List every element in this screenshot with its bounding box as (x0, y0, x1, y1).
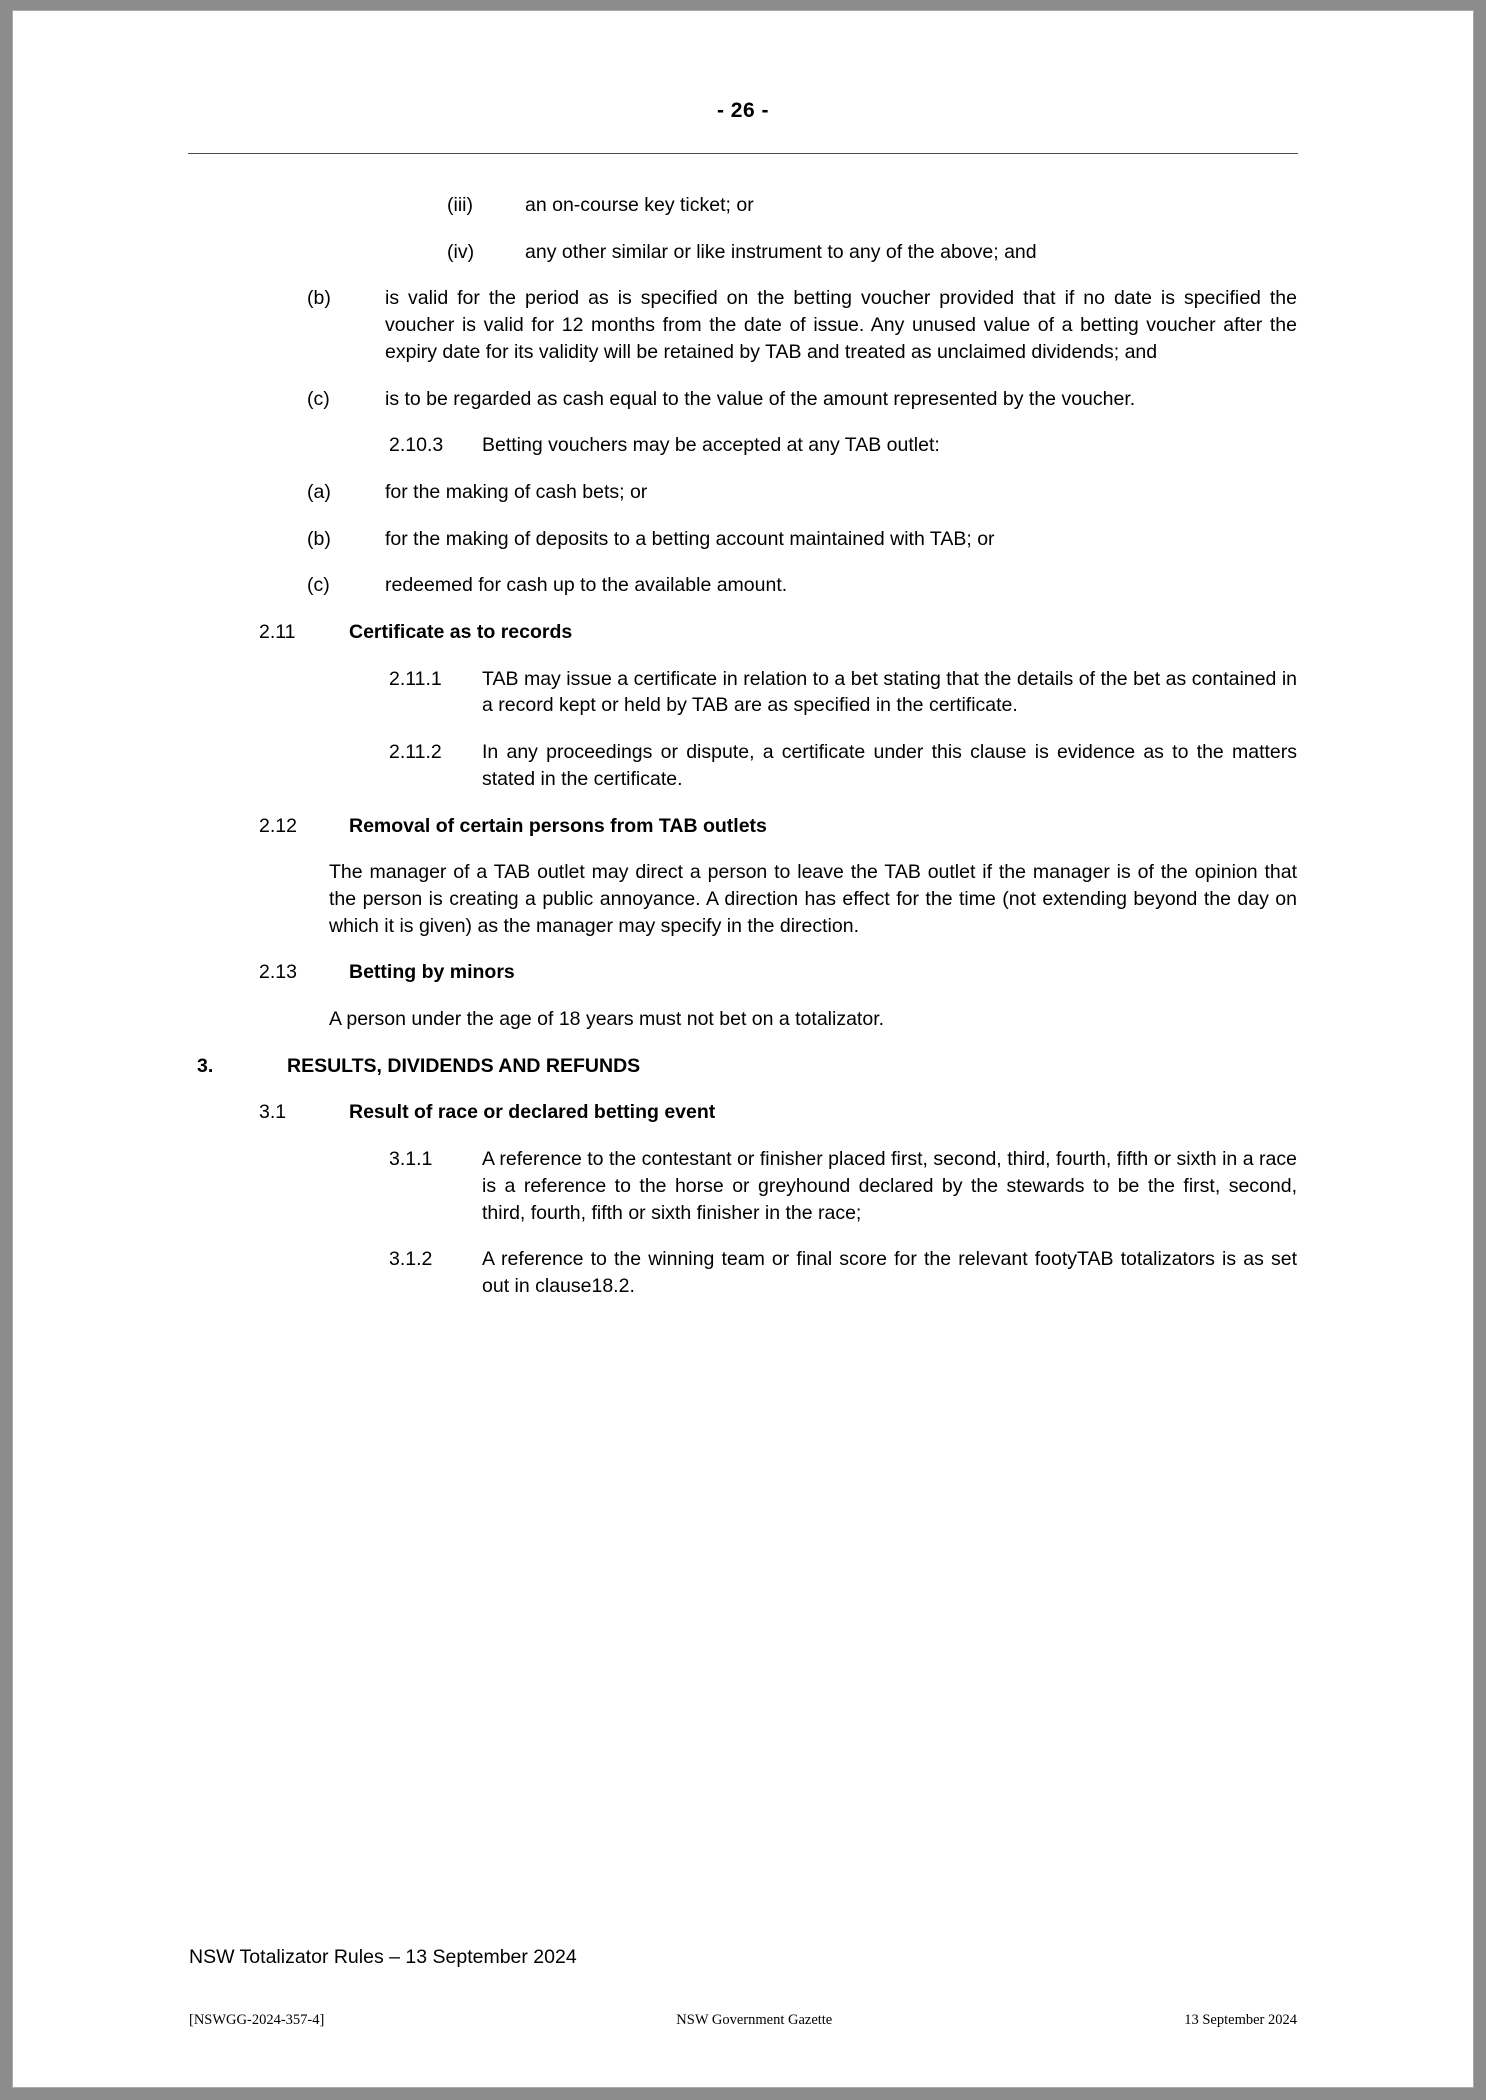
clause-marker: (a) (307, 480, 331, 503)
clause-2-10-3 (189, 432, 1297, 459)
clause-text: redeemed for cash up to the available amount. (385, 574, 788, 597)
clause-marker: 3.1.1 (389, 1148, 433, 1171)
heading-2-11 (189, 619, 1297, 646)
clause-text: Betting by minors (349, 961, 515, 984)
document-footer-title: NSW Totalizator Rules – 13 September 2024 (189, 1946, 577, 1968)
clause-text: for the making of cash bets; or (385, 480, 648, 503)
item-2-10-2-c (189, 386, 1297, 413)
clause-marker: 2.11.1 (389, 667, 442, 690)
item-2-10-2-b (189, 285, 1297, 365)
clause-text: TAB may issue a certificate in relation to a bet stating that the details of the bet as contained in a record kept or held by TAB are as specified in the certificate. (482, 667, 1297, 717)
clause-marker: 2.13 (259, 961, 297, 984)
clause-text: A reference to the contestant or finisher placed first, second, third, fourth, fifth or sixth in a race is a reference to the horse or greyhound declared by the stewards to be the first, second, third, fourth, fifth or sixth finisher in the race; (482, 1148, 1297, 1224)
clause-text: Betting vouchers may be accepted at any TAB outlet: (482, 434, 940, 457)
clause-text: for the making of deposits to a betting account maintained with TAB; or (385, 527, 995, 550)
clause-text: A reference to the winning team or final score for the relevant footyTAB totalizators is as set out in clause18.2. (482, 1248, 1297, 1297)
clause-marker: 2.11.2 (389, 741, 442, 764)
heading-3 (189, 1053, 1297, 1080)
clause-marker: (c) (307, 387, 330, 410)
clause-text: is valid for the period as is specified on the betting voucher provided that if no date is specified the voucher is valid for 12 months from the date of issue. Any unused value of a betting voucher after the expiry date for its validity will be retained by TAB and treated as unclaimed dividends; and (385, 287, 1297, 363)
clause-text: Certificate as to records (349, 621, 573, 644)
clause-text: Removal of certain persons from TAB outlets (349, 814, 767, 837)
gazette-name: NSW Government Gazette (676, 2012, 833, 2028)
heading-2-13 (189, 959, 1297, 986)
clause-3-1-1 (189, 1146, 1297, 1226)
clause-marker: 3. (197, 1054, 214, 1077)
clause-marker: 2.12 (259, 814, 297, 837)
clause-text: any other similar or like instrument to any of the above; and (525, 240, 1037, 263)
clause-2-11-1 (189, 666, 1297, 719)
gazette-date: 13 September 2024 (1184, 2012, 1297, 2028)
clause-2-11-2 (189, 739, 1297, 792)
item-2-10-3-b (189, 526, 1297, 553)
clause-marker: 2.10.3 (389, 434, 444, 457)
clause-text: The manager of a TAB outlet may direct a person to leave the TAB outlet if the manager is of the opinion that the person is creating a public annoyance. A direction has effect for the time (not extending beyond the day on which it is given) as the manager may specify in the direction. (329, 861, 1297, 937)
para-2-13 (189, 1006, 1297, 1033)
clause-marker: 3.1 (259, 1101, 287, 1124)
para-2-12 (189, 859, 1297, 939)
clause-text: In any proceedings or dispute, a certificate under this clause is evidence as to the matters stated in the certificate. (482, 741, 1297, 790)
page-number: - 26 - (716, 99, 769, 122)
gazette-footer (189, 2012, 1297, 2029)
document-body (189, 154, 1297, 1300)
clause-marker: (iii) (447, 194, 473, 216)
clause-marker: (b) (307, 287, 331, 310)
heading-3-1 (189, 1099, 1297, 1126)
clause-text: RESULTS, DIVIDENDS AND REFUNDS (287, 1054, 641, 1077)
document-page (12, 10, 1474, 2088)
clause-3-1-2 (189, 1246, 1297, 1299)
item-2-10-3-c (189, 572, 1297, 599)
heading-2-12 (189, 813, 1297, 840)
clause-text: an on-course key ticket; or (525, 194, 754, 216)
item-iv (189, 239, 1297, 266)
clause-marker: (b) (307, 527, 331, 550)
clause-marker: 3.1.2 (389, 1248, 433, 1271)
clause-marker: 2.11 (259, 621, 296, 644)
clause-marker: (c) (307, 574, 330, 597)
clause-marker: (iv) (447, 240, 475, 263)
item-iii (189, 192, 1297, 219)
clause-text: Result of race or declared betting event (349, 1101, 716, 1124)
clause-text: is to be regarded as cash equal to the value of the amount represented by the voucher. (385, 387, 1136, 410)
clause-text: A person under the age of 18 years must not bet on a totalizator. (329, 1008, 885, 1031)
item-2-10-3-a (189, 479, 1297, 506)
gazette-reference: [NSWGG-2024-357-4] (189, 2012, 325, 2028)
